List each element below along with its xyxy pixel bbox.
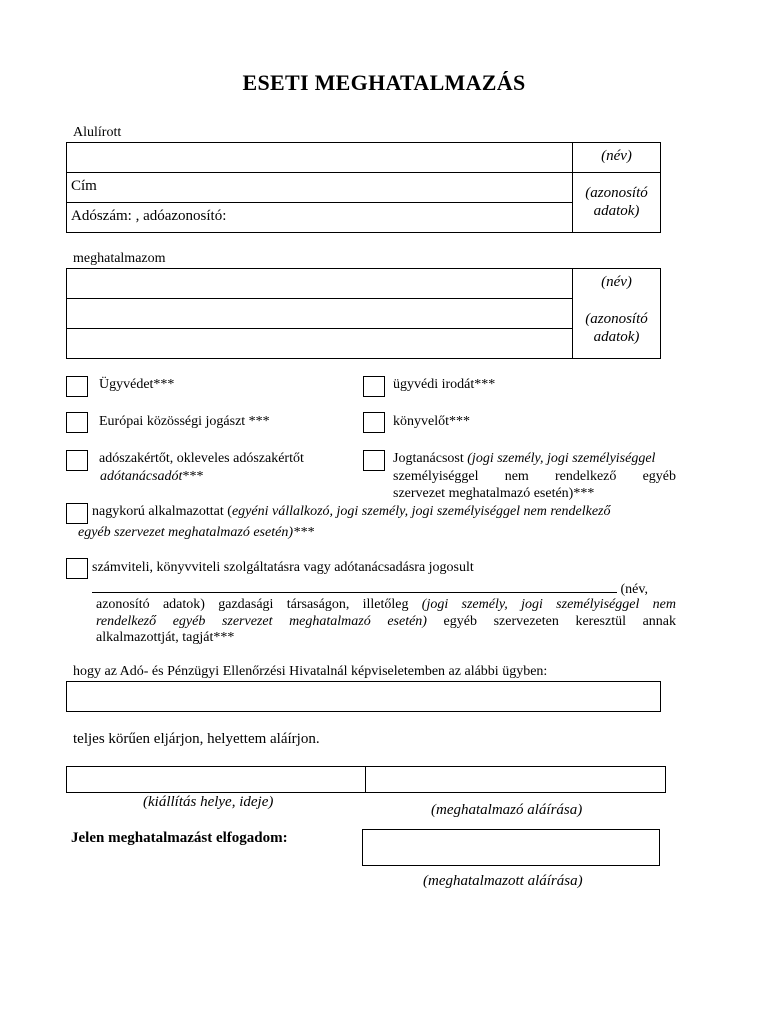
agent-signature-field[interactable] <box>362 829 660 866</box>
option-eu-lawyer-label: Európai közösségi jogászt *** <box>99 414 270 429</box>
checkbox-accounting[interactable] <box>66 558 88 579</box>
agent-name-field[interactable] <box>67 269 571 297</box>
checkbox-tax-expert[interactable] <box>66 450 88 471</box>
principal-name-field[interactable] <box>67 143 571 171</box>
agent-label: meghatalmazom <box>73 251 166 266</box>
agent-id-field[interactable] <box>67 329 571 357</box>
document-title: ESETI MEGHATALMAZÁS <box>242 70 526 95</box>
principal-name-hint: (név) <box>601 148 632 164</box>
agent-id-hint-2: adatok) <box>593 329 640 345</box>
option-accounting-line1: számviteli, könyvviteli szolgáltatásra vagy adótanácsadásra jogosult <box>92 560 474 575</box>
option-legal-counsel-line1: Jogtanácsost (jogi személy, jogi személyiséggel <box>393 451 656 466</box>
agent-name-hint: (név) <box>601 274 632 290</box>
matter-field[interactable] <box>66 681 661 712</box>
principal-id-hint-2: adatok) <box>593 203 640 219</box>
option-tax-expert-line2: adótanácsadót*** <box>100 469 204 484</box>
option-accounting-line2: (név, <box>92 580 662 598</box>
agent-id-hint-1: (azonosító <box>585 311 648 327</box>
option-employee-line2: egyéb szervezet meghatalmazó esetén)*** <box>78 525 314 540</box>
option-legal-counsel-line2: személyiséggel nem rendelkező egyéb <box>393 469 676 484</box>
option-bookkeeper-label: könyvelőt*** <box>393 414 470 429</box>
principal-label: Alulírott <box>73 125 122 140</box>
checkbox-employee[interactable] <box>66 503 88 524</box>
option-employee-line1: nagykorú alkalmazottat (egyéni vállalkozó, jogi személy, jogi személyiséggel nem rendelkező <box>92 504 611 519</box>
proceed-text: teljes körűen eljárjon, helyettem aláírjon. <box>73 731 320 747</box>
principal-id-hint-1: (azonosító <box>585 185 648 201</box>
checkbox-bookkeeper[interactable] <box>363 412 385 433</box>
principal-tax-label[interactable]: Adószám: , adóazonosító: <box>71 208 227 224</box>
accounting-name-blank[interactable] <box>92 580 617 593</box>
option-legal-counsel-line3: szervezet meghatalmazó esetén)*** <box>393 486 595 501</box>
accept-label: Jelen meghatalmazást elfogadom: <box>71 830 288 846</box>
option-accounting-line4: rendelkező egyéb szervezet meghatalmazó esetén) egyéb szervezeten keresztül annak <box>96 614 676 629</box>
option-accounting-line3: azonosító adatok) gazdasági társaságon, illetőleg (jogi személy, jogi személyiséggel nem <box>96 597 676 612</box>
principal-signature-caption: (meghatalmazó aláírása) <box>431 802 583 818</box>
place-date-field[interactable] <box>67 767 364 792</box>
option-lawyer-label: Ügyvédet*** <box>99 377 175 392</box>
checkbox-eu-lawyer[interactable] <box>66 412 88 433</box>
checkbox-legal-counsel[interactable] <box>363 450 385 471</box>
option-law-office-label: ügyvédi irodát*** <box>393 377 496 392</box>
matter-label: hogy az Adó- és Pénzügyi Ellenőrzési Hivatalnál képviseletemben az alábbi ügyben: <box>73 664 548 679</box>
principal-address-label[interactable]: Cím <box>71 178 97 194</box>
option-accounting-line5: alkalmazottját, tagját*** <box>96 630 235 645</box>
checkbox-law-office[interactable] <box>363 376 385 397</box>
agent-address-field[interactable] <box>67 299 571 327</box>
principal-signature-field[interactable] <box>366 767 665 792</box>
agent-signature-caption: (meghatalmazott aláírása) <box>423 873 583 889</box>
checkbox-lawyer[interactable] <box>66 376 88 397</box>
option-tax-expert-line1: adószakértőt, okleveles adószakértőt <box>99 451 304 466</box>
place-date-caption: (kiállítás helye, ideje) <box>143 794 274 810</box>
